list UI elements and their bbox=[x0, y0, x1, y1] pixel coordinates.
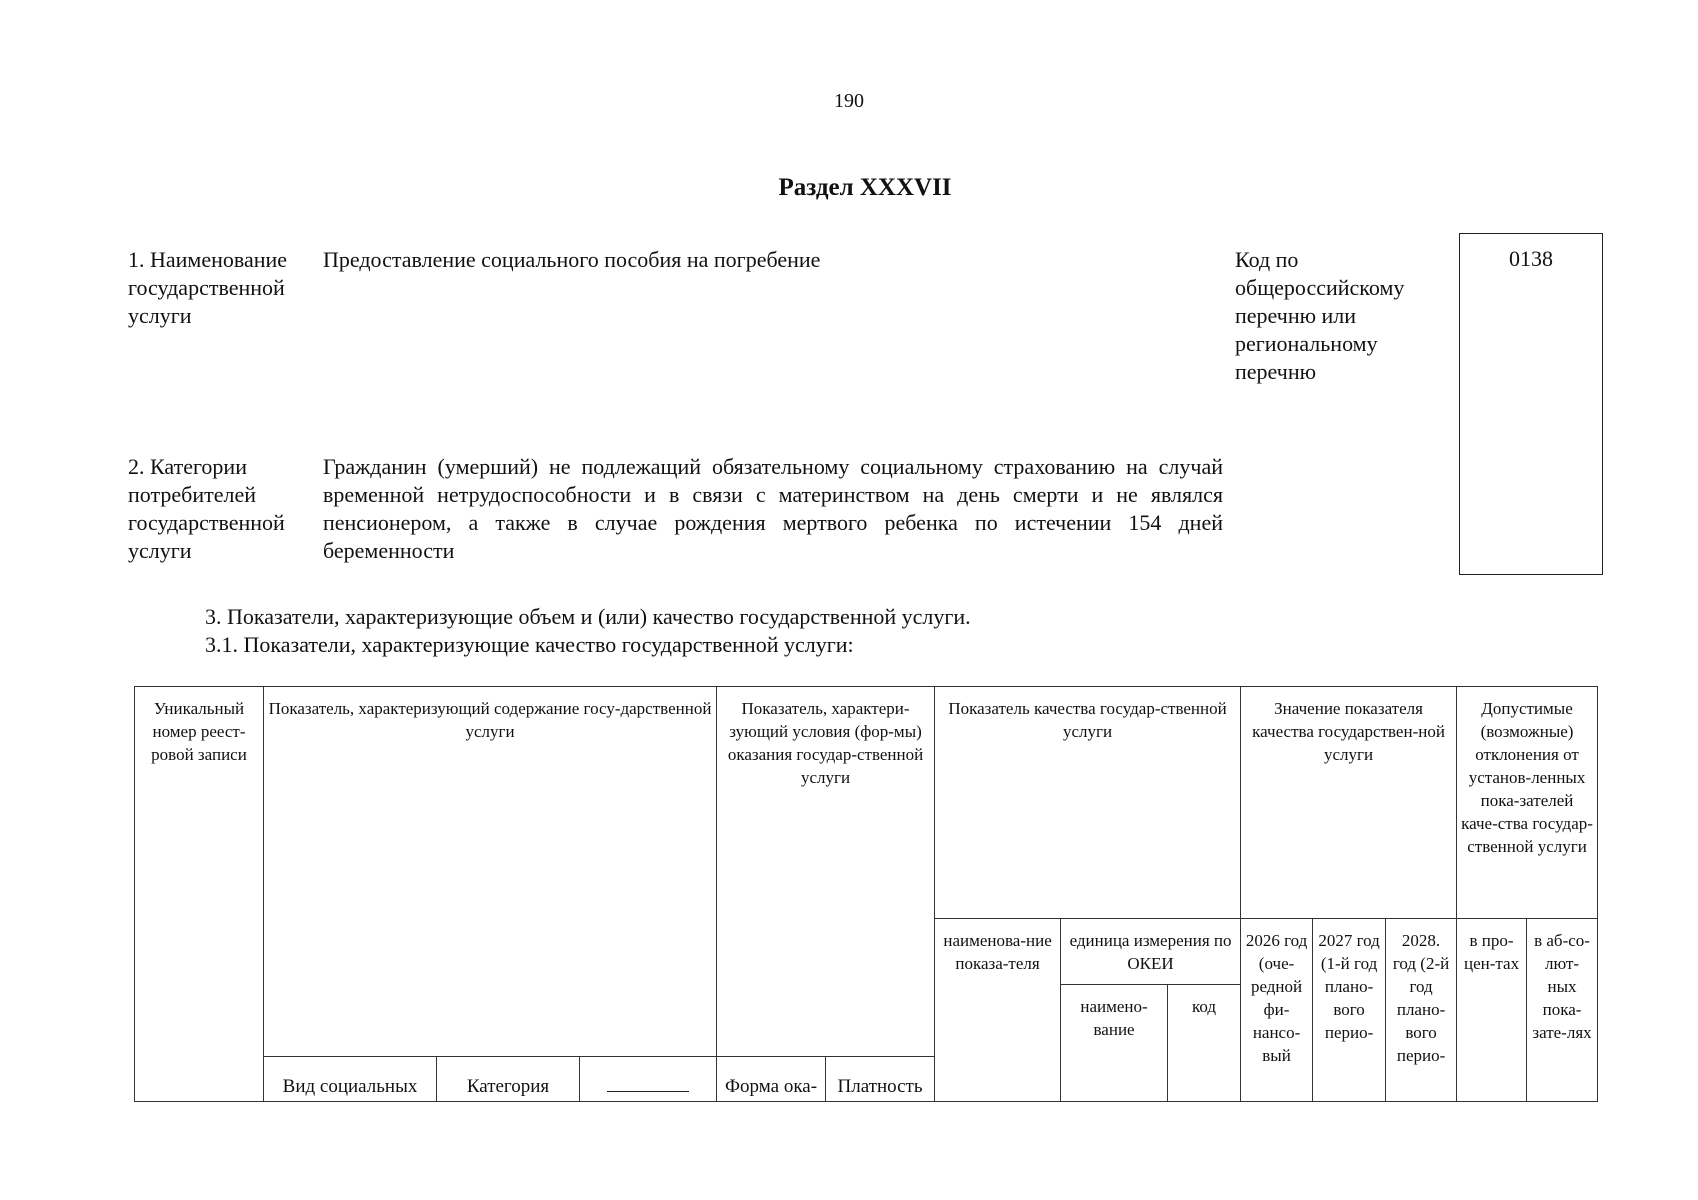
bottom-category: Категория bbox=[437, 1057, 580, 1102]
subheader-year-2027: 2027 год (1-й год плано-вого перио- bbox=[1313, 919, 1386, 1102]
header-quality-indicator: Показатель качества государ-ственной услуги bbox=[935, 687, 1241, 919]
code-label: Код по общероссийскому перечню или региональному перечню bbox=[1235, 247, 1405, 384]
page-number: 190 bbox=[834, 90, 864, 112]
subheader-unit-okei: единица измерения по ОКЕИ bbox=[1061, 919, 1241, 985]
header-content-indicator: Показатель, характеризующий содержание госу-дарственной услуги bbox=[264, 687, 717, 1057]
code-box bbox=[1459, 233, 1603, 575]
item1-label: 1. Наименование государственной услуги bbox=[128, 247, 288, 328]
item2-value: Гражданин (умерший) не подлежащий обязательному социальному страхованию на случай временной нетрудоспособности и в связи с материнством на день смерти и не являлся пенсионером, а также в случае рождения мертвого ребенка по истечении 154 дней беременности bbox=[323, 454, 1223, 563]
bottom-blank bbox=[580, 1057, 717, 1102]
subheader-in-absolute: в аб-со-лют-ных пока-зате-лях bbox=[1527, 919, 1598, 1102]
item3-subtitle: 3.1. Показатели, характеризующие качество государственной услуги: bbox=[205, 632, 854, 657]
subheader-indicator-name: наименова-ние показа-теля bbox=[935, 919, 1061, 1102]
blank-underline bbox=[607, 1077, 689, 1092]
subheader-in-percent: в про-цен-тах bbox=[1457, 919, 1527, 1102]
header-conditions-indicator: Показатель, характери-зующий условия (фор-мы) оказания государ-ственной услуги bbox=[717, 687, 935, 1057]
bottom-payment: Платность bbox=[826, 1057, 935, 1102]
quality-indicators-table bbox=[134, 686, 1598, 1102]
header-unique-number: Уникальный номер реест-ровой записи bbox=[135, 687, 264, 1102]
item3-title: 3. Показатели, характеризующие объем и (или) качество государственной услуги. bbox=[205, 604, 971, 629]
header-quality-value: Значение показателя качества государствен-ной услуги bbox=[1241, 687, 1457, 919]
bottom-social-type: Вид социальных bbox=[264, 1057, 437, 1102]
subheader-year-2026: 2026 год (оче-редной фи-нансо-вый bbox=[1241, 919, 1313, 1102]
subheader-unit-code: код bbox=[1168, 985, 1241, 1102]
subheader-year-2028: 2028. год (2-й год плано-вого перио- bbox=[1386, 919, 1457, 1102]
section-title: Раздел XXXVII bbox=[778, 174, 952, 201]
code-value: 0138 bbox=[1509, 246, 1553, 271]
subheader-unit-name: наимено-вание bbox=[1061, 985, 1168, 1102]
item1-value: Предоставление социального пособия на погребение bbox=[323, 247, 821, 272]
bottom-form: Форма ока- bbox=[717, 1057, 826, 1102]
header-deviations: Допустимые (возможные) отклонения от установ-ленных пока-зателей каче-ства государ-ственной услуги bbox=[1457, 687, 1598, 919]
item2-label: 2. Категории потребителей государственной услуги bbox=[128, 454, 285, 563]
